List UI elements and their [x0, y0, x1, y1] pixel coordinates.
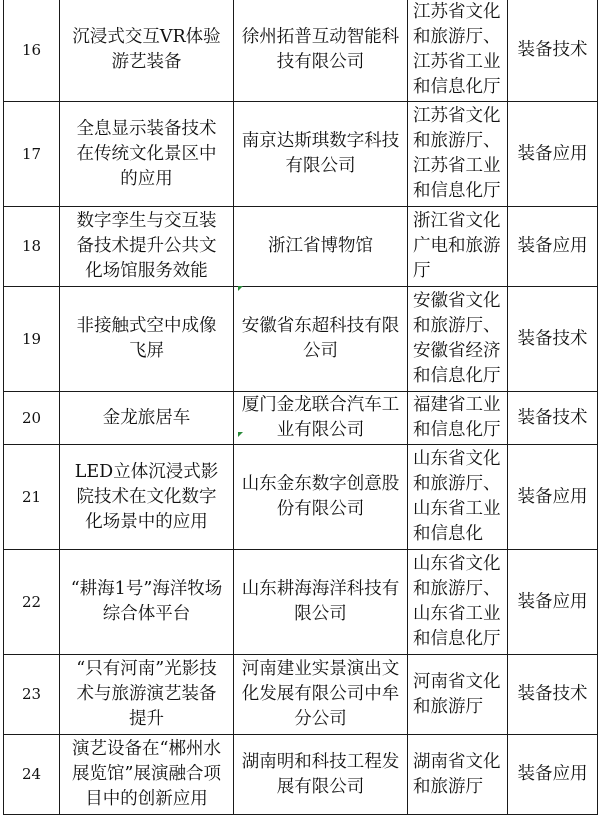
row-number: 22: [4, 550, 60, 655]
recommending-department: 浙江省文化广电和旅游厅: [408, 207, 508, 287]
recommending-department: 山东省文化和旅游厅、山东省工业和信息化厅: [408, 550, 508, 655]
row-number: 21: [4, 445, 60, 550]
organization: 南京达斯琪数字科技有限公司: [234, 102, 408, 207]
category: 装备应用: [508, 102, 598, 207]
table-row: [4, 445, 598, 550]
project-name: 非接触式空中成像飞屏: [60, 287, 234, 392]
project-name: 演艺设备在“郴州水展览馆”展演融合项目中的创新应用: [60, 735, 234, 815]
recommending-department: 湖南省文化和旅游厅: [408, 735, 508, 815]
organization: 浙江省博物馆: [234, 207, 408, 287]
table-row: [4, 287, 598, 392]
table-row: [4, 392, 598, 445]
row-number: 23: [4, 655, 60, 735]
category: 装备应用: [508, 550, 598, 655]
category: 装备应用: [508, 207, 598, 287]
project-table: [3, 0, 598, 815]
recommending-department: 山东省文化和旅游厅、山东省工业和信息化: [408, 445, 508, 550]
table-row: [4, 550, 598, 655]
organization: 河南建业实景演出文化发展有限公司中牟分公司: [234, 655, 408, 735]
table-row: [4, 102, 598, 207]
comment-marker-icon: [238, 432, 243, 437]
project-name: “只有河南”光影技术与旅游演艺装备提升: [60, 655, 234, 735]
table-row: [4, 735, 598, 815]
project-name: LED立体沉浸式影院技术在文化数字化场景中的应用: [60, 445, 234, 550]
row-number: 16: [4, 0, 60, 102]
row-number: 18: [4, 207, 60, 287]
organization: [234, 445, 408, 550]
organization: [234, 287, 408, 392]
project-name: 沉浸式交互VR体验游艺装备: [60, 0, 234, 102]
project-name: 数字孪生与交互装备技术提升公共文化场馆服务效能: [60, 207, 234, 287]
recommending-department: 安徽省文化和旅游厅、安徽省经济和信息化厅: [408, 287, 508, 392]
category: 装备技术: [508, 287, 598, 392]
project-name: 金龙旅居车: [60, 392, 234, 445]
category: 装备应用: [508, 445, 598, 550]
organization-text: 安徽省东超科技有限公司: [241, 316, 400, 361]
recommending-department: 河南省文化和旅游厅: [408, 655, 508, 735]
organization: 徐州拓普互动智能科技有限公司: [234, 0, 408, 102]
recommending-department: 福建省工业和信息化厅: [408, 392, 508, 445]
table-row: [4, 0, 598, 102]
organization: 厦门金龙联合汽车工业有限公司: [234, 392, 408, 445]
organization: 湖南明和科技工程发展有限公司: [234, 735, 408, 815]
table-row: [4, 655, 598, 735]
organization: 山东耕海海洋科技有限公司: [234, 550, 408, 655]
row-number: 24: [4, 735, 60, 815]
recommending-department: 江苏省文化和旅游厅、江苏省工业和信息化厅: [408, 102, 508, 207]
category: 装备应用: [508, 735, 598, 815]
comment-marker-icon: [238, 286, 243, 291]
row-number: 19: [4, 287, 60, 392]
project-name: “耕海1号”海洋牧场综合体平台: [60, 550, 234, 655]
category: 装备技术: [508, 392, 598, 445]
project-name: 全息显示装备技术在传统文化景区中的应用: [60, 102, 234, 207]
organization-text: 山东金东数字创意股份有限公司: [241, 474, 400, 519]
row-number: 17: [4, 102, 60, 207]
category: 装备技术: [508, 655, 598, 735]
row-number: 20: [4, 392, 60, 445]
category: 装备技术: [508, 0, 598, 102]
recommending-department: 江苏省文化和旅游厅、江苏省工业和信息化厅: [408, 0, 508, 102]
table-row: [4, 207, 598, 287]
